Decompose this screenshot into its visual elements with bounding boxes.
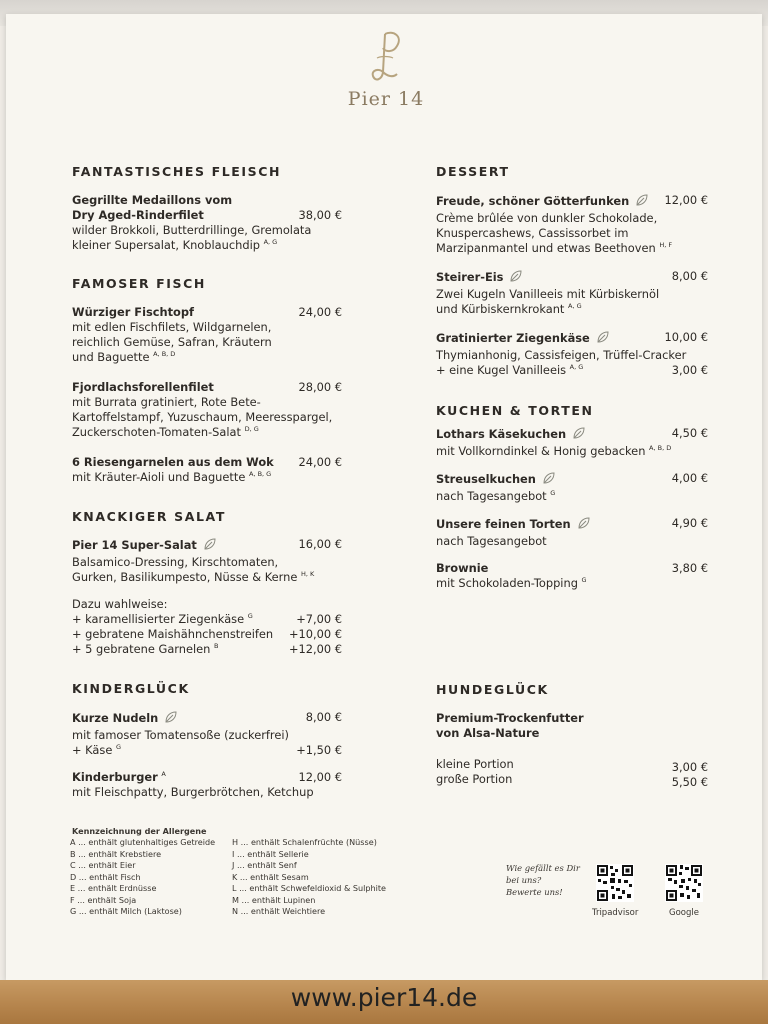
item-price: 4,90 € — [671, 516, 708, 530]
menu-item-ziegenkaese — [436, 330, 708, 378]
allergen-codes: B — [214, 642, 219, 650]
item-desc: mit edlen Fischfilets, Wildgarnelen, — [72, 320, 272, 334]
allergen-codes: G — [550, 489, 556, 497]
item-name: Gratinierter Ziegenkäse — [436, 331, 590, 345]
item-desc: mit Kräuter-Aioli und Baguette — [72, 470, 246, 484]
portion-label: große Portion — [436, 772, 513, 786]
extra-label: + 5 gebratene Garnelen — [72, 642, 211, 656]
item-price: 3,80 € — [671, 561, 708, 575]
item-desc: Zwei Kugeln Vanilleeis mit Kürbiskernöl — [436, 287, 660, 301]
item-price: 38,00 € — [298, 208, 342, 222]
item-desc: mit Schokoladen-Topping — [436, 576, 578, 590]
tripadvisor-qr-code[interactable] — [596, 864, 634, 902]
vegetarian-leaf-icon — [572, 426, 586, 444]
item-desc: Knuspercashews, Cassissorbet im — [436, 226, 629, 240]
allergen-entry: F ... enthält Soja — [70, 894, 137, 905]
allergen-heading: Kennzeichnung der Allergene — [72, 826, 207, 836]
extras-intro: Dazu wahlweise: — [72, 597, 168, 611]
allergen-codes: D, G — [244, 425, 259, 433]
item-desc: Kartoffelstampf, Yuzuschaum, Meeresspargel, — [72, 410, 333, 424]
salat-extras — [72, 597, 342, 657]
vegetarian-leaf-icon — [596, 330, 610, 348]
section-title-kuchen: KUCHEN & TORTEN — [436, 403, 594, 418]
item-desc: wilder Brokkoli, Butterdrillinge, Gremolata — [72, 223, 312, 237]
item-price: 4,00 € — [671, 471, 708, 485]
item-price: 16,00 € — [298, 537, 342, 551]
item-price: 8,00 € — [671, 269, 708, 283]
item-desc: reichlich Gemüse, Safran, Kräutern — [72, 335, 272, 349]
section-title-fisch: FAMOSER FISCH — [72, 276, 206, 291]
hund-portion-small — [436, 757, 708, 772]
section-title-dessert: DESSERT — [436, 164, 510, 179]
item-name: 6 Riesengarnelen aus dem Wok — [72, 455, 274, 469]
item-name: Kinderburger — [72, 770, 158, 784]
item-name: Würziger Fischtopf — [72, 305, 194, 319]
menu-item-kaesekuchen — [436, 426, 708, 459]
extra-price: +12,00 € — [288, 642, 342, 656]
menu-item-hundefutter — [436, 711, 708, 741]
item-price: 10,00 € — [664, 330, 708, 344]
menu-item-torten — [436, 516, 708, 549]
item-desc: Marzipanmantel und etwas Beethoven — [436, 241, 656, 255]
vegetarian-leaf-icon — [635, 193, 649, 211]
allergen-entry: K ... enthält Sesam — [232, 871, 309, 882]
hund-portion-large — [436, 772, 708, 787]
menu-item-super-salat — [72, 537, 342, 585]
allergen-entry: L ... enthält Schwefeldioxid & Sulphite — [232, 883, 387, 893]
extra-label: + gebratene Maishähnchenstreifen — [72, 627, 274, 641]
monogram-icon — [363, 28, 409, 86]
google-label: Google — [669, 908, 699, 918]
item-name: Streuselkuchen — [436, 472, 536, 486]
item-price: 12,00 € — [298, 770, 342, 784]
review-prompt — [506, 862, 580, 898]
extra-label: + eine Kugel Vanilleeis — [436, 363, 567, 377]
item-name: Pier 14 Super-Salat — [72, 538, 197, 552]
vegetarian-leaf-icon — [577, 516, 591, 534]
item-price: 28,00 € — [298, 380, 342, 394]
item-desc: Gurken, Basilikumpesto, Nüsse & Kerne — [72, 570, 298, 584]
item-name: Kurze Nudeln — [72, 711, 159, 725]
extra-price: +1,50 € — [296, 743, 342, 757]
allergen-entry: C ... enthält Eier — [70, 860, 136, 870]
vegetarian-leaf-icon — [203, 537, 217, 555]
allergen-codes: G — [115, 743, 122, 751]
item-name: Steirer-Eis — [436, 270, 504, 284]
extra-label: + Käse — [72, 743, 113, 757]
item-name: Premium-Trockenfutter — [436, 711, 584, 725]
section-title-fleisch: FANTASTISCHES FLEISCH — [72, 164, 282, 179]
allergen-codes: A, B, D — [649, 444, 672, 452]
item-desc: und Baguette — [72, 350, 150, 364]
item-name: Brownie — [436, 561, 489, 575]
allergen-codes: H, F — [659, 241, 673, 249]
allergen-entry: B ... enthält Krebstiere — [70, 848, 162, 859]
item-name-2: von Alsa-Nature — [436, 726, 540, 740]
vegetarian-leaf-icon — [542, 471, 556, 489]
portion-price: 5,50 € — [671, 775, 708, 789]
item-desc: Thymianhonig, Cassisfeigen, Trüffel-Cracker — [436, 348, 687, 362]
google-qr-code[interactable] — [665, 864, 703, 902]
item-name: Unsere feinen Torten — [436, 517, 571, 531]
allergen-codes: H, K — [301, 570, 315, 578]
item-name: Gegrillte Medaillons vom — [72, 193, 233, 207]
menu-item-fischtopf — [72, 305, 342, 365]
menu-item-goetterfunken — [436, 193, 708, 256]
item-desc: Zuckerschoten-Tomaten-Salat — [72, 425, 241, 439]
item-desc: und Kürbiskernkrokant — [436, 302, 565, 316]
allergen-codes: G — [247, 612, 253, 620]
menu-item-medaillons — [72, 193, 342, 253]
section-title-salat: KNACKIGER SALAT — [72, 509, 226, 524]
item-price: 24,00 € — [298, 455, 342, 469]
review-line: bei uns? — [506, 875, 542, 885]
vegetarian-leaf-icon — [509, 269, 523, 287]
item-desc: mit famoser Tomatensoße (zuckerfrei) — [72, 728, 289, 742]
vegetarian-leaf-icon — [164, 710, 178, 728]
item-desc: Crème brûlée von dunkler Schokolade, — [436, 211, 658, 225]
extra-price: 3,00 € — [671, 363, 708, 377]
item-price: 12,00 € — [664, 193, 708, 207]
menu-item-steirer-eis — [436, 269, 708, 317]
item-price: 24,00 € — [298, 305, 342, 319]
item-name: Lothars Käsekuchen — [436, 427, 567, 441]
portion-price: 3,00 € — [671, 760, 708, 774]
item-desc: kleiner Supersalat, Knoblauchdip — [72, 238, 260, 252]
website-url[interactable]: www.pier14.de — [290, 983, 478, 1012]
allergen-entry: M ... enthält Lupinen — [232, 894, 316, 905]
allergen-codes: G — [581, 576, 587, 584]
allergen-entry: H ... enthält Schalenfrüchte (Nüsse) — [232, 837, 377, 847]
item-desc: mit Fleischpatty, Burgerbrötchen, Ketchup — [72, 785, 314, 799]
brand-name: Pier 14 — [347, 88, 425, 110]
portion-label: kleine Portion — [436, 757, 514, 771]
menu-item-lachsforelle — [72, 380, 342, 440]
allergen-list-2 — [232, 837, 386, 918]
section-title-kinder: KINDERGLÜCK — [72, 681, 190, 696]
menu-item-streuselkuchen — [436, 471, 708, 504]
item-name: Fjordlachsforellenfilet — [72, 380, 214, 394]
allergen-entry: G ... enthält Milch (Laktose) — [70, 906, 182, 916]
item-price: 4,50 € — [671, 426, 708, 440]
menu-item-brownie — [436, 561, 708, 591]
allergen-codes: A, B, D — [153, 350, 176, 358]
item-desc: mit Burrata gratiniert, Rote Bete- — [72, 395, 261, 409]
item-price: 8,00 € — [305, 710, 342, 724]
review-line: Wie gefällt es Dir — [506, 863, 580, 873]
menu-item-riesengarnelen — [72, 455, 342, 485]
allergen-entry: E ... enthält Erdnüsse — [70, 883, 157, 893]
allergen-codes: A, B, G — [248, 470, 272, 478]
review-line: Bewerte uns! — [506, 887, 563, 897]
item-desc: mit Vollkorndinkel & Honig gebacken — [436, 444, 646, 458]
item-desc: Balsamico-Dressing, Kirschtomaten, — [72, 555, 279, 569]
allergen-entry: D ... enthält Fisch — [70, 871, 141, 882]
allergen-entry: N ... enthält Weichtiere — [232, 906, 326, 916]
item-desc: nach Tagesangebot — [436, 489, 547, 503]
allergen-entry: I ... enthält Sellerie — [232, 848, 309, 859]
extra-price: +10,00 € — [288, 627, 342, 641]
allergen-codes: A, G — [263, 238, 278, 246]
allergen-list-1 — [70, 837, 215, 918]
extra-label: + karamellisierter Ziegenkäse — [72, 612, 245, 626]
item-name-2: Dry Aged-Rinderfilet — [72, 208, 204, 222]
item-desc: nach Tagesangebot — [436, 534, 547, 548]
allergen-entry: J ... enthält Senf — [232, 860, 297, 870]
allergen-entry: A ... enthält glutenhaltiges Getreide — [70, 837, 216, 847]
menu-item-kurze-nudeln — [72, 710, 342, 758]
section-title-hund: HUNDEGLÜCK — [436, 682, 549, 697]
brand-logo — [336, 28, 436, 118]
allergen-codes: A, G — [569, 363, 584, 371]
allergen-codes: A, G — [568, 302, 582, 310]
allergen-codes: A — [161, 770, 166, 778]
item-name: Freude, schöner Götterfunken — [436, 194, 630, 208]
menu-item-kinderburger — [72, 770, 342, 800]
tripadvisor-label: Tripadvisor — [592, 908, 639, 918]
extra-price: +7,00 € — [296, 612, 342, 626]
